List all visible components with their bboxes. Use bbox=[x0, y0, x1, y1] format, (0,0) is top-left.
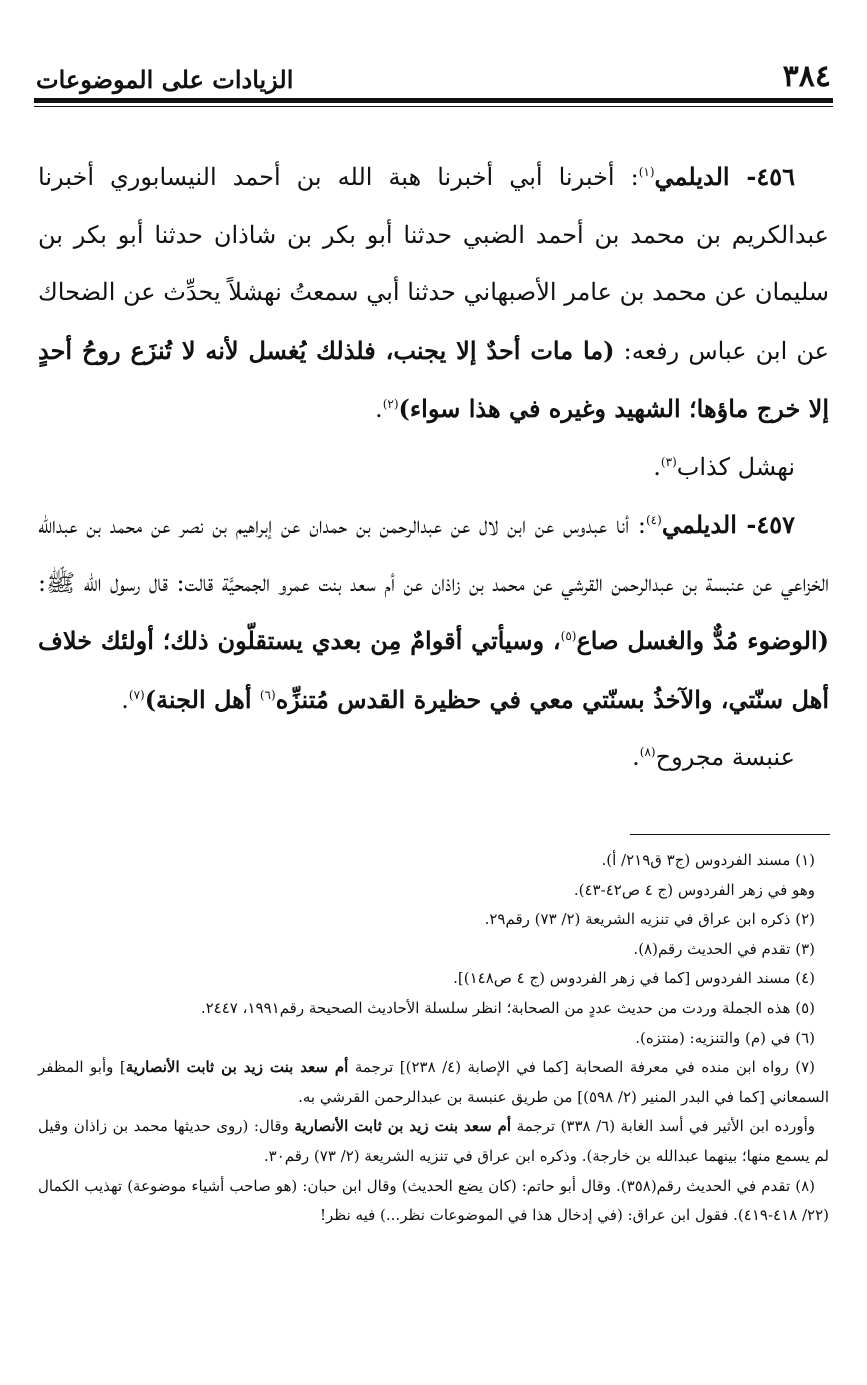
footnote-1-cont: وهو في زهر الفردوس (ج ٤ ص٤٢-٤٣). bbox=[573, 880, 815, 899]
hadith-text: أهل الجنة) bbox=[144, 684, 260, 714]
footnote-7 bbox=[38, 1053, 829, 1112]
entry-456-grade bbox=[38, 439, 829, 497]
footnote-ref-5[interactable]: (٥) bbox=[560, 629, 577, 643]
entry-457 bbox=[38, 496, 829, 729]
footnote-4: (٤) مسند الفردوس [كما في زهر الفردوس (ج ٤ ص١٤٨)]. bbox=[453, 969, 815, 988]
footnote-8: (٨) تقدم في الحديث رقم(٣٥٨). وقال أبو حاتم: (كان يضع الحديث) وقال ابن حبان: (هو صاحب أشياء موضوعة) تهذيب الكمال (٢٢/ ٤١٨-٤١٩). فقول ابن عراق: (في إدخال هذا في الموضوعات نظر...) فيه نظر! bbox=[38, 1176, 829, 1225]
running-title: الزيادات على الموضوعات bbox=[36, 65, 294, 94]
footnote-bold-name: أم سعد بنت زيد بن ثابت الأنصارية bbox=[125, 1058, 349, 1077]
footnote-ref-2[interactable]: (٢) bbox=[382, 397, 399, 411]
main-text bbox=[38, 148, 829, 787]
grade-text: عنبسة مجروح bbox=[655, 743, 795, 771]
footnote-bold-name: أم سعد بنت زيد بن ثابت الأنصارية bbox=[294, 1117, 512, 1136]
footnote-ref-6[interactable]: (٦) bbox=[259, 687, 276, 702]
grade-end: . bbox=[632, 743, 640, 771]
footnote-ref-7[interactable]: (٧) bbox=[128, 687, 145, 702]
footnote-6: (٦) في (م) والتنزيه: (منتزه). bbox=[635, 1028, 815, 1047]
hadith-text: ، وسيأتي أقوامٌ مِن بعدي يستقلّون ذلك؛ أولئك خلاف أهل سنّتي، والآخذُ بسنّتي معي في حظيرة القدس مُتنزِّه bbox=[38, 626, 829, 714]
entry-source: الديلمي bbox=[654, 162, 730, 191]
footnotes bbox=[38, 846, 829, 1231]
entry-end: . bbox=[121, 685, 129, 714]
footnote-text: ] وأبو المظفر السمعاني [كما في البدر المنير (٢/ ٥٩٨)] من طريق عنبسة بن عبدالرحمن القرشي به. bbox=[38, 1058, 829, 1106]
footnote-ref-4[interactable]: (٤) bbox=[645, 513, 662, 527]
footnote-text: (٧) رواه ابن منده في معرفة الصحابة [كما في الإصابة (٤/ ٢٣٨)] ترجمة bbox=[348, 1058, 815, 1077]
hadith-text: (ما مات أحدٌ إلا يجنب، فلذلك يُغسل لأنه لا تُنزَع روحُ أحدٍ إلا خرج ماؤها؛ الشهيد وغيره في هذا سواء) bbox=[38, 335, 829, 423]
footnote-5: (٥) هذه الجملة وردت من حديث عددٍ من الصحابة؛ انظر سلسلة الأحاديث الصحيحة رقم١٩٩١، ٢٤٤٧. bbox=[200, 998, 815, 1017]
footnote-2: (٢) ذكره ابن عراق في تنزيه الشريعة (٢/ ٧٣) رقم٢٩. bbox=[484, 910, 815, 929]
footnote-1: (١) مسند الفردوس (ج٣ ق٢١٩/ أ). bbox=[601, 851, 815, 869]
entry-source: الديلمي bbox=[661, 510, 737, 539]
isnad-text: : أخبرنا أبي أخبرنا هبة الله بن أحمد النيسابوري أخبرنا عبدالكريم بن محمد بن أحمد الضبي حدثنا أبو بكر بن شاذان حدثنا أبو بكر بن سليمان عن محمد بن عامر الأصبهاني حدثنا أبي سمعتُ نهشلاً يحدِّث عن الضحاك عن ابن عباس رفعه: bbox=[38, 163, 829, 365]
footnote-text: وأورده ابن الأثير في أسد الغابة (٦/ ٣٣٨) ترجمة bbox=[511, 1117, 815, 1136]
footnote-ref-8[interactable]: (٨) bbox=[639, 745, 656, 759]
footnote-divider bbox=[630, 834, 830, 835]
hadith-text: (الوضوء مُدٌّ والغسل صاع bbox=[576, 626, 829, 655]
grade-text: نهشل كذاب bbox=[676, 452, 795, 481]
grade-end: . bbox=[653, 452, 661, 481]
header-rule-thin bbox=[34, 106, 833, 107]
footnote-ref-3[interactable]: (٣) bbox=[660, 454, 677, 469]
page-number: ٣٨٤ bbox=[782, 59, 831, 94]
running-head bbox=[36, 48, 831, 92]
header-rule-thick bbox=[34, 98, 833, 103]
entry-end: . bbox=[375, 395, 383, 423]
footnote-text: وقال: (روى حديثها محمد بن زاذان وقيل لم يسمع منها؛ بينهما عبدالله بن خارجة). وذكره ابن عراق في تنزيه الشريعة (٢/ ٧٣) رقم٣٠. bbox=[38, 1117, 829, 1165]
isnad-text: : أنا عبدوس عن ابن لال عن عبدالرحمن بن حمدان عن إبراهيم بن نصر عن محمد بن عبدالله الخزاعي عن عنبسة بن عبدالرحمن القرشي عن محمد بن زاذان عن أم سعد بنت عمرو الجمحيَّة قالت: قال رسول الله ﷺ: bbox=[38, 511, 829, 597]
entry-number: ٤٥٧- bbox=[736, 510, 795, 539]
entry-456 bbox=[38, 148, 829, 439]
footnote-3: (٣) تقدم في الحديث رقم(٨). bbox=[633, 939, 815, 958]
entry-number: ٤٥٦- bbox=[729, 162, 795, 191]
entry-457-grade bbox=[38, 729, 829, 787]
footnote-ref-1[interactable]: (١) bbox=[638, 165, 655, 179]
footnote-7-cont bbox=[38, 1112, 829, 1171]
